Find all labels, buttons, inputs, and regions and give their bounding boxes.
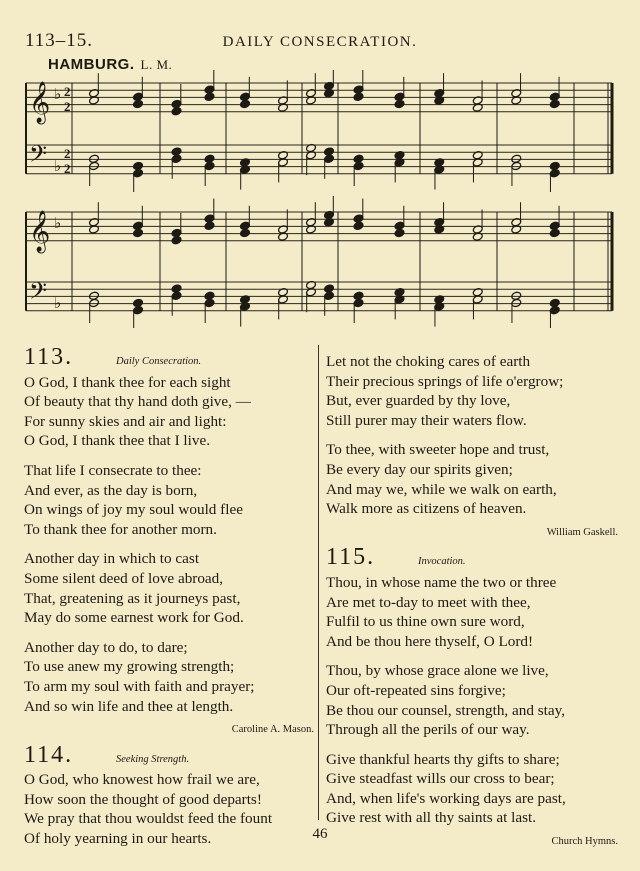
flat-icon: ♭	[54, 85, 62, 103]
verse-line: O God, I thank thee that I live.	[24, 432, 210, 450]
hymn-author: Church Hymns.	[551, 836, 618, 848]
time-signature: 2	[64, 99, 71, 114]
verse-line: Our oft-repeated sins forgive;	[326, 681, 506, 699]
note-head	[133, 99, 144, 108]
note-head	[204, 92, 215, 101]
verse-line: On wings of joy my soul would flee	[24, 501, 243, 519]
verse-line: Of beauty that thy hand doth give, —	[24, 393, 251, 411]
note-head	[394, 99, 405, 108]
tune-meter: L. M.	[140, 57, 173, 72]
time-signature: 2	[64, 161, 71, 176]
stanza	[24, 461, 314, 539]
stanza	[24, 373, 314, 451]
hymn-114-continued	[326, 352, 618, 542]
note-head	[240, 228, 251, 237]
verse-line: Give steadfast wills our cross to bear;	[326, 770, 555, 788]
music-score-system-1	[0, 70, 640, 192]
verse-line: And may we, while we walk on earth,	[326, 480, 557, 498]
verse-line: And ever, as the day is born,	[24, 481, 198, 499]
verse-line: O God, I thank thee for each sight	[24, 373, 231, 391]
stanza	[326, 661, 618, 739]
hymn-range: 113–15.	[25, 30, 94, 51]
note-head	[240, 99, 251, 108]
verse-line: Be every day our spirits given;	[326, 460, 513, 478]
verse-line: We pray that thou wouldst feed the fount	[24, 810, 273, 828]
verse-line: O God, who knowest how frail we are,	[24, 771, 260, 789]
note-head	[133, 228, 144, 237]
verse-line: And, when life's working days are past,	[326, 789, 566, 807]
hymn-number: 114.	[24, 741, 74, 768]
verse-line: That, greatening as it journeys past,	[24, 589, 241, 607]
stanza	[326, 573, 618, 651]
verse-line: Through all the perils of our way.	[326, 721, 530, 739]
stanza	[24, 549, 314, 627]
verse-line: How soon the thought of good departs!	[24, 790, 262, 808]
verse-line: Be thou our counsel, strength, and stay,	[326, 701, 566, 719]
hymn-author: Caroline A. Mason.	[231, 724, 314, 736]
hymn-113	[24, 344, 314, 740]
note-head	[353, 221, 364, 230]
hymn-subtitle: Seeking Strength.	[116, 753, 190, 765]
bass-clef-icon: 𝄢	[29, 140, 48, 173]
verse-line: To use anew my growing strength;	[24, 658, 235, 676]
left-column	[24, 344, 314, 859]
verse-line: And be thou here thyself, O Lord!	[326, 632, 534, 650]
stanza	[326, 440, 618, 518]
note-head	[171, 107, 182, 116]
note-head	[549, 228, 560, 237]
music-score-system-2	[0, 196, 640, 328]
hymn-115	[326, 544, 618, 851]
column-divider	[318, 345, 319, 820]
time-signature: 2	[64, 84, 71, 99]
verse-line: To thee, with sweeter hope and trust,	[326, 441, 550, 459]
hymn-subtitle: Invocation.	[418, 556, 466, 568]
verse-line: Thou, in whose name the two or three	[326, 573, 557, 591]
verse-line: Another day to do, to dare;	[24, 638, 188, 656]
flat-icon: ♭	[54, 157, 62, 175]
note-head	[394, 228, 405, 237]
treble-clef-icon: 𝄞	[29, 82, 51, 123]
verse-line: Walk more as citizens of heaven.	[326, 500, 527, 518]
hymn-number: 115.	[326, 544, 376, 571]
note-head	[171, 236, 182, 245]
verse-line: Their precious springs of life o'ergrow;	[326, 372, 564, 390]
verse-line: Another day in which to cast	[24, 550, 200, 568]
page-title: DAILY CONSECRATION.	[222, 34, 418, 50]
note-head	[549, 99, 560, 108]
tune-title: HAMBURG.	[48, 56, 135, 73]
verse-line: Give thankful hearts thy gifts to share;	[326, 750, 560, 768]
note-head	[204, 221, 215, 230]
note-head	[353, 92, 364, 101]
verse-line: To arm my soul with faith and prayer;	[24, 677, 255, 695]
hymn-number: 113.	[24, 344, 74, 370]
time-signature: 2	[64, 146, 71, 161]
verse-line: May do some earnest work for God.	[24, 609, 244, 627]
verse-line: Some silent deed of love abroad,	[24, 569, 224, 587]
verse-line: Give rest with all thy saints at last.	[326, 809, 537, 827]
hymn-subtitle: Daily Consecration.	[116, 356, 202, 367]
verse-line: For sunny skies and air and light:	[24, 412, 227, 430]
right-column	[326, 352, 618, 858]
verse-line: Fulfil to us thine own sure word,	[326, 613, 525, 631]
stanza	[326, 750, 618, 828]
verse-line: Of holy yearning in our hearts.	[24, 830, 212, 848]
verse-line: To thank thee for another morn.	[24, 520, 217, 538]
verse-line: And so win life and thee at length.	[24, 697, 234, 715]
page-number: 46	[312, 826, 328, 842]
flat-icon: ♭	[54, 294, 62, 312]
hymn-author: William Gaskell.	[546, 526, 618, 538]
verse-line: Let not the choking cares of earth	[326, 353, 531, 370]
verse-line: But, ever guarded by thy love,	[326, 392, 511, 410]
verse-line: That life I consecrate to thee:	[24, 461, 202, 479]
treble-clef-icon: 𝄞	[29, 211, 51, 252]
bass-clef-icon: 𝄢	[29, 277, 48, 310]
flat-icon: ♭	[54, 214, 62, 232]
verse-line: Thou, by whose grace alone we live,	[326, 662, 549, 680]
verse-line: Still purer may their waters flow.	[326, 411, 527, 429]
verse-line: Are met to-day to meet with thee,	[326, 593, 531, 611]
stanza	[24, 638, 314, 716]
stanza	[326, 352, 618, 430]
